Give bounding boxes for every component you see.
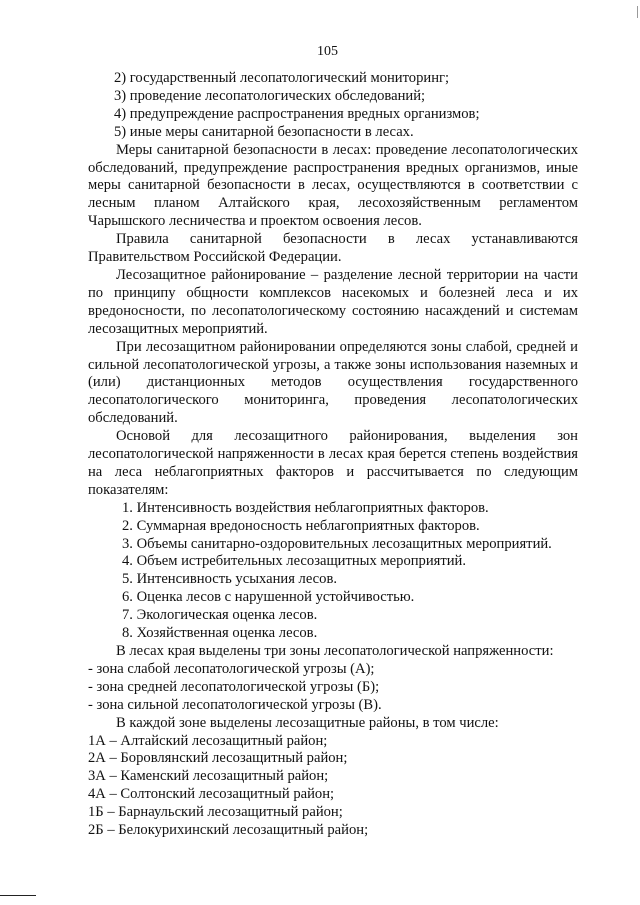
page-body [88,70,578,840]
list-item: 5) иные меры санитарной безопасности в лесах. [114,123,414,140]
page-number: 105 [317,44,338,59]
scan-edge-mark [637,6,638,18]
paragraph-zoning-basis: Основой для лесозащитного районирования, выделения зон лесопатологической напряженности в лесах края берется степень воздействия на леса неблагоприятных факторов и рассчитывается по следующим показателям: [88,428,578,498]
list-item: 6. Оценка лесов с нарушенной устойчивостью. [122,589,415,606]
list-item: 2. Суммарная вредоносность неблагоприятных факторов. [122,517,480,534]
indicator-list [88,500,578,643]
list-item: 4) предупреждение распространения вредных организмов; [114,105,480,122]
list-item: 1Б – Барнаульский лесозащитный район; [88,804,343,821]
list-item: 3. Объемы санитарно-оздоровительных лесозащитных мероприятий. [122,535,552,552]
list-item: 8. Хозяйственная оценка лесов. [122,625,318,642]
list-item: 4. Объем истребительных лесозащитных мероприятий. [122,553,467,570]
list-item: 5. Интенсивность усыхания лесов. [122,571,337,588]
list-item: 1. Интенсивность воздействия неблагоприятных факторов. [122,499,489,516]
zone-list [88,661,578,715]
paragraph-zoning-zones: При лесозащитном районировании определяются зоны слабой, средней и сильной лесопатологической угрозы, а также зоны использования наземных и (или) дистанционных методов осуществления государственного лесопатологического мониторинга, проведения лесопатологических обследований. [88,338,578,427]
list-item: - зона средней лесопатологической угрозы (Б); [88,678,380,695]
list-item: 3) проведение лесопатологических обследований; [114,87,426,104]
list-item: 2А – Боровлянский лесозащитный район; [88,750,348,767]
paragraph-zoning-definition: Лесозащитное районирование – разделение лесной территории на части по принципу общности комплексов насекомых и болезней леса и их вредоносности, по лесопатологическому состоянию насаждений и системам лесозащитных мероприятий. [88,266,578,337]
list-item: 3А – Каменский лесозащитный район; [88,768,329,785]
list-item: 4А – Солтонский лесозащитный район; [88,786,335,803]
list-item: - зона слабой лесопатологической угрозы (А); [88,660,375,677]
zones-intro: В лесах края выделены три зоны лесопатологической напряженности: [116,643,554,659]
list-item: 2) государственный лесопатологический мониторинг; [114,70,450,86]
paragraph-sanitary-rules: Правила санитарной безопасности в лесах устанавливаются Правительством Российской Федерации. [88,231,578,266]
list-item: - зона сильной лесопатологической угрозы (В). [88,696,382,713]
list-item: 7. Экологическая оценка лесов. [122,607,318,624]
footer-rule [0,895,36,896]
list-item: 2Б – Белокурихинский лесозащитный район; [88,822,369,839]
list-item: 1А – Алтайский лесозащитный район; [88,732,328,749]
district-list [88,733,578,840]
paragraph-sanitary-measures: Меры санитарной безопасности в лесах: проведение лесопатологических обследований, предупреждение распространения вредных организмов, иные меры санитарной безопасности в лесах, осуществляются в соответствии с лесным планом Алтайского края, лесохозяйственным регламентом Чарышского лесничества и проектом освоения лесов. [88,141,578,230]
districts-intro: В каждой зоне выделены лесозащитные районы, в том числе: [116,714,499,731]
